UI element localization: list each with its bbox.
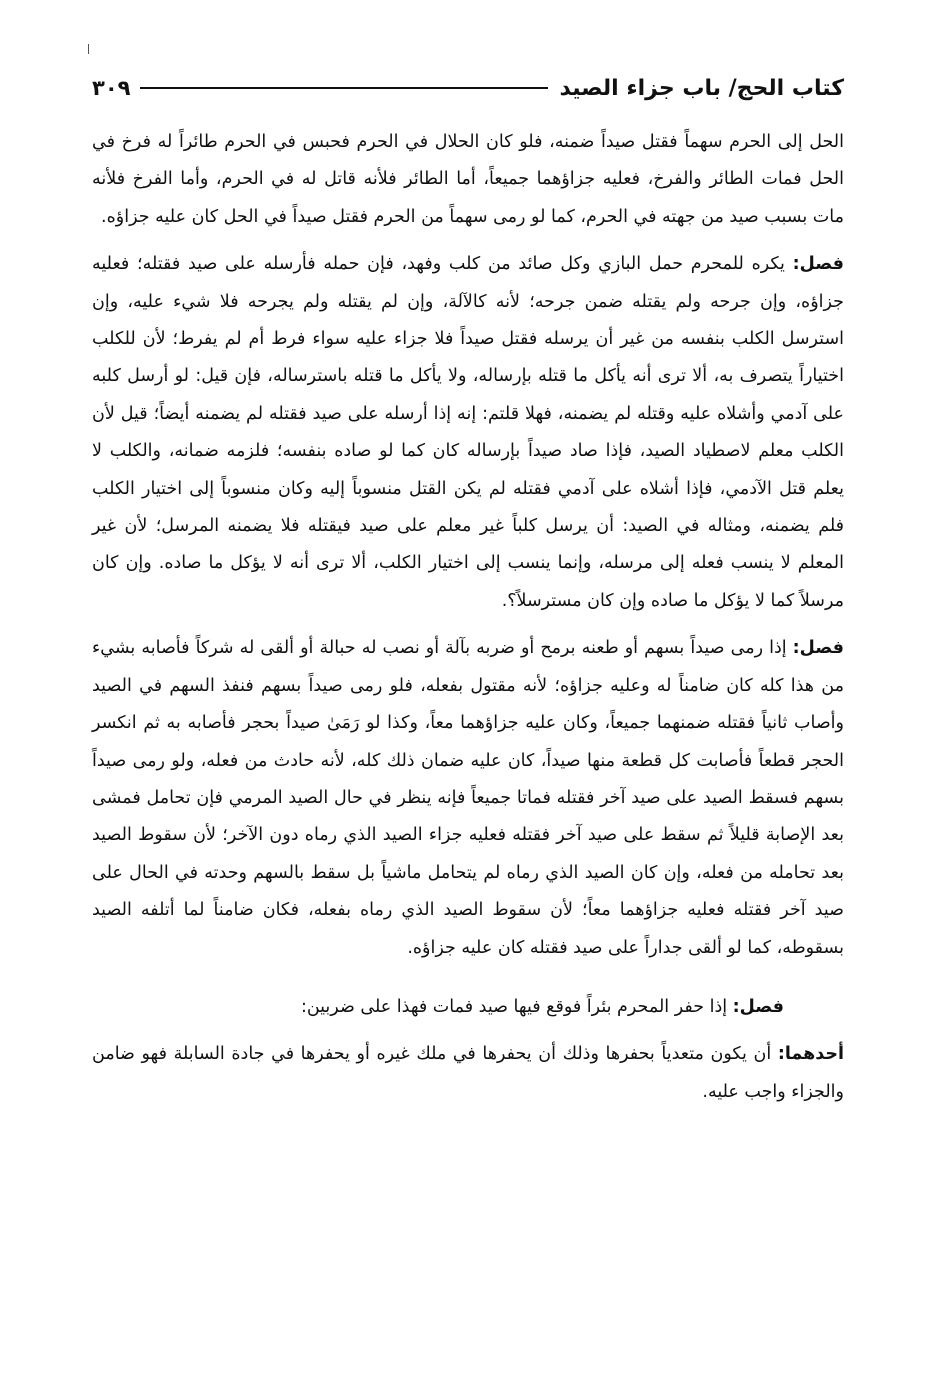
body-text — [92, 124, 844, 1111]
paragraph-2 — [92, 246, 844, 620]
paragraph-3-text: إذا رمى صيداً بسهم أو طعنه برمح أو ضربه بآلة أو نصب له حبالة أو ألقى له شركاً فأصابه بشيء من هذا كله كان ضامناً له وعليه جزاؤه؛ لأنه مقتول بفعله، فلو رمى صيداً بسهم فنفذ السهم في الصيد وأصاب ثانياً فقتله ضمنهما جميعاً، وكان عليه جزاؤهما معاً، وكذا لو رَمَىٰ صيداً بحجر فأصابه به ثم انكسر الحجر قطعاً فأصابت كل قطعة منها صيداً، كان عليه ضمان ذلك كله، لأنه حادث من فعله، ولو رمى صيداً بسهم فسقط الصيد على صيد آخر فقتله فماتا جميعاً فإنه ينظر في حال الصيد المرمي فإن تحامل فمشى بعد الإصابة قليلاً ثم سقط على صيد آخر فقتله فعليه جزاء الصيد الذي رماه دون الآخر؛ لأن سقوط الصيد بعد تحامله من فعله، وإن كان الصيد الذي رماه لم يتحامل ماشياً بل سقط بالسهم وحدته في الحال على صيد آخر فقتله فعليه جزاؤهما معاً؛ لأن سقوط الصيد الذي رماه بفعله، فكان ضامناً لما أتلفه الصيد بسقوطه، كما لو ألقى جداراً على صيد فقتله كان عليه جزاؤه. — [92, 638, 844, 958]
paragraph-4 — [92, 989, 844, 1026]
paragraph-1-text: الحل إلى الحرم سهماً فقتل صيداً ضمنه، فلو كان الحلال في الحرم فحبس في الحرم طائراً له فرخ في الحل فمات الطائر والفرخ، فعليه جزاؤهما جميعاً، أما الطائر فلأنه قاتل له في الحرم، وأما الفرخ فلأنه مات بسبب صيد من جهته في الحرم، كما لو رمى سهماً من الحرم فقتل صيداً في الحل كان عليه جزاؤه. — [92, 132, 844, 227]
running-header — [92, 70, 844, 106]
page-number: ٣٠٩ — [92, 76, 131, 100]
paragraph-5 — [92, 1036, 844, 1111]
header-rule — [140, 87, 547, 89]
paragraph-5-term: أحدهما: — [777, 1044, 844, 1065]
paragraph-1 — [92, 124, 844, 236]
paragraph-5-text: أن يكون متعدياً بحفرها وذلك أن يحفرها في ملك غيره أو يحفرها في جادة السابلة فهو ضامن والجزاء واجب عليه. — [92, 1044, 844, 1102]
paragraph-2-term: فصل: — [792, 254, 844, 275]
paragraph-3 — [92, 630, 844, 967]
chapter-title: كتاب الحج/ باب جزاء الصيد — [559, 75, 844, 101]
paragraph-2-text: يكره للمحرم حمل البازي وكل صائد من كلب وفهد، فإن حمله فأرسله على صيد فقتله؛ فعليه جزاؤه، وإن جرحه ولم يقتله ضمن جرحه؛ لأنه كالآلة، وإن لم يقتله ولم يجرحه فلا شيء عليه، وإن استرسل الكلب بنفسه من غير أن يرسله فقتل صيداً فلا جزاء عليه سواء فرط أم لم يفرط؛ لأن للكلب اختياراً يتصرف به، ألا ترى أنه يأكل ما قتله بإرساله، ولا يأكل ما قتله باسترساله، فإن قيل: لو أرسل كلبه على آدمي وأشلاه عليه وقتله لم يضمنه، فهلا قلتم: إنه إذا أرسله على صيد فقتله لم يضمنه أيضاً؛ قيل لأن الكلب معلم لاصطياد الصيد، فإذا صاد صيداً بإرساله كان كما لو صاده بنفسه؛ فلزمه ضمانه، والكلب لا يعلم قتل الآدمي، فإذا أشلاه على آدمي فقتله لم يكن القتل منسوباً إليه وكان منسوباً إلى اختيار الكلب فلم يضمنه، ومثاله في الصيد: أن يرسل كلباً غير معلم على صيد فيقتله فلا يضمنه المرسل؛ لأن غير المعلم لا ينسب فعله إلى مرسله، وإنما ينسب إلى اختيار الكلب، ألا ترى أنه لا يؤكل ما صاده. وإن كان مرسلاً كما لا يؤكل ما صاده وإن كان مسترسلاً؟. — [92, 254, 844, 611]
paragraph-3-term: فصل: — [792, 638, 844, 659]
paragraph-4-text: إذا حفر المحرم بئراً فوقع فيها صيد فمات فهذا على ضربين: — [300, 996, 733, 1017]
paragraph-4-term: فصل: — [732, 996, 784, 1017]
scan-mark — [88, 44, 89, 54]
